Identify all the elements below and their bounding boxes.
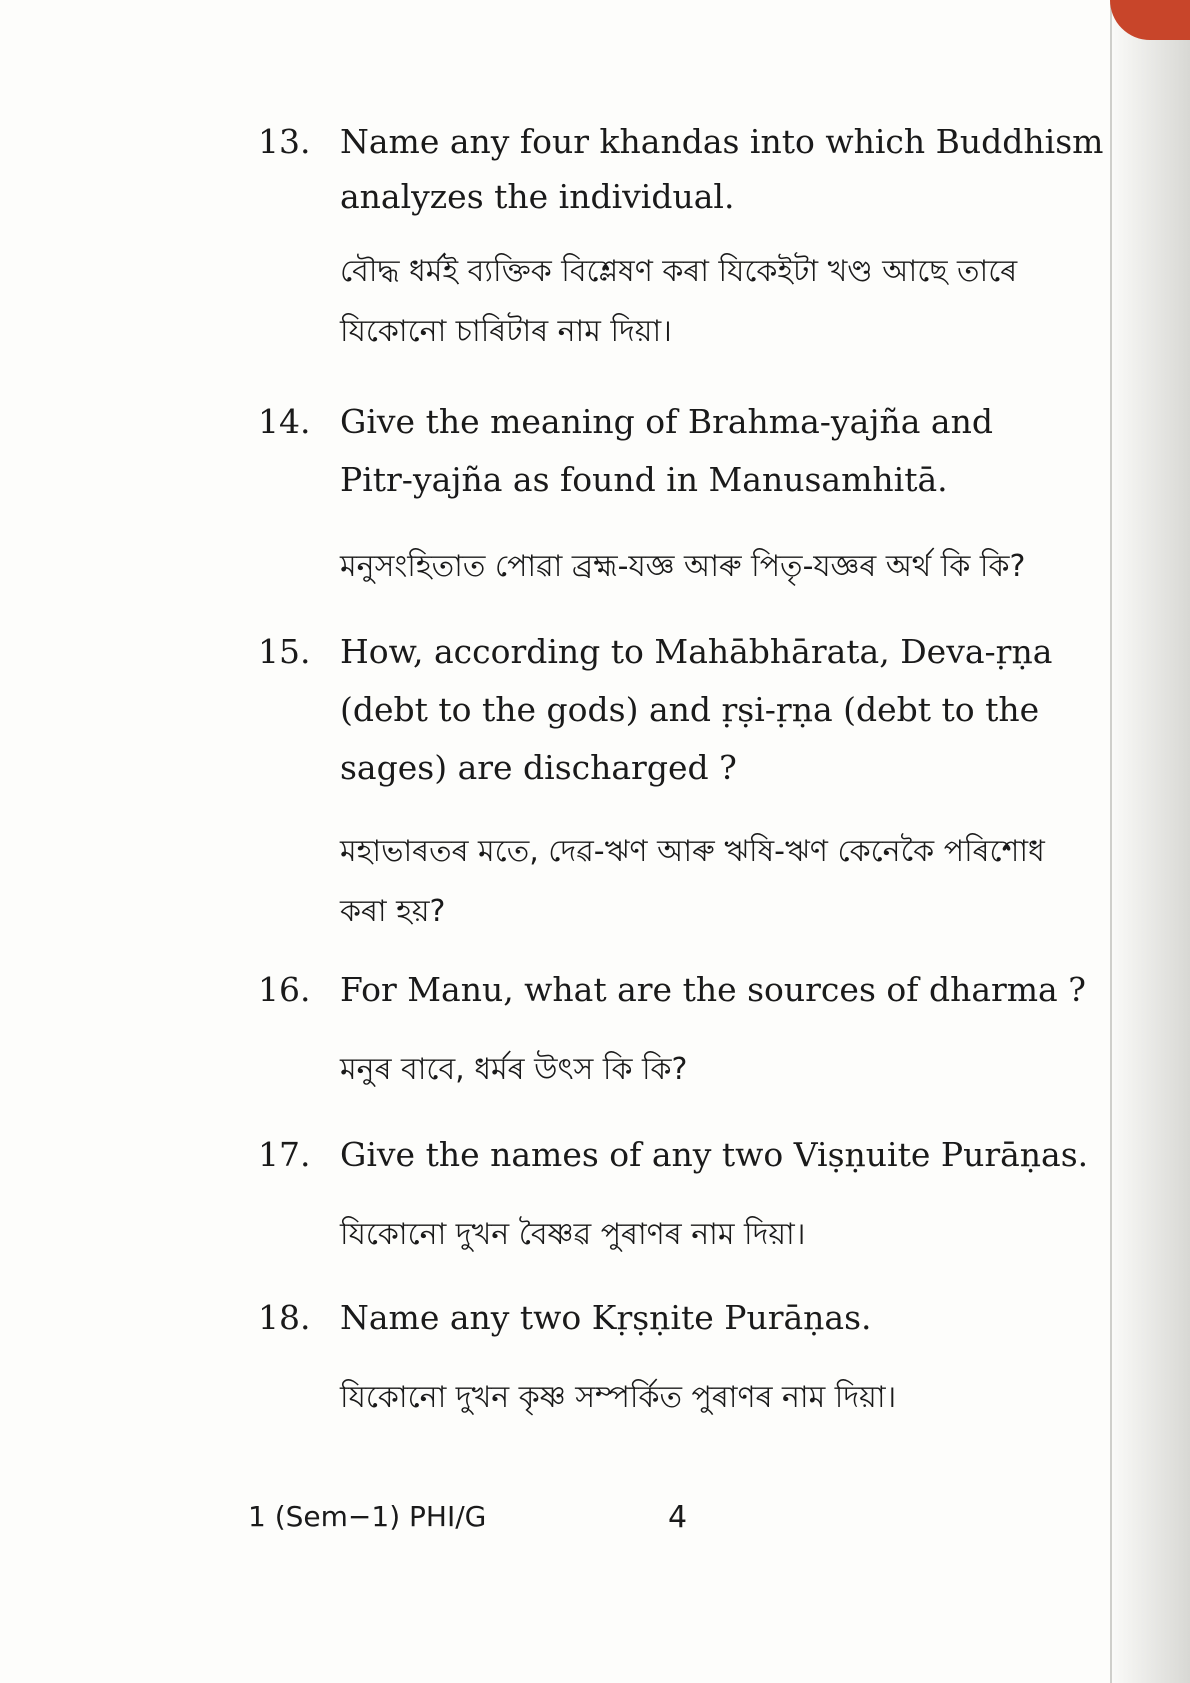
question-number: 13. — [258, 122, 311, 161]
question-text: Pitr-yajña as found in Manusamhitā. — [340, 460, 948, 499]
question-number: 18. — [258, 1298, 311, 1337]
question-number: 16. — [258, 970, 311, 1009]
question-text: Give the meaning of Brahma-yajña and — [340, 402, 993, 441]
page-number: 4 — [668, 1500, 688, 1535]
question-text: For Manu, what are the sources of dharma ? — [340, 970, 1086, 1009]
question-text-assamese: বৌদ্ধ ধৰ্মই ব্যক্তিক বিশ্লেষণ কৰা যিকেইটা খণ্ড আছে তাৰে — [340, 254, 1018, 289]
question-text-assamese: যিকোনো দুখন কৃষ্ণ সম্পৰ্কিত পুৰাণৰ নাম দিয়া। — [340, 1380, 897, 1415]
question-number: 14. — [258, 402, 311, 441]
paper-code: 1 (Sem−1) PHI/G — [248, 1500, 487, 1533]
question-text-assamese: মহাভাৰতৰ মতে, দেৱ-ঋণ আৰু ঋষি-ঋণ কেনেকৈ পৰিশোধ — [340, 834, 1045, 869]
question-text: sages) are discharged ? — [340, 748, 737, 787]
question-text: (debt to the gods) and ṛṣi-ṛṇa (debt to the — [340, 690, 1040, 729]
question-text: Name any two Kṛṣṇite Purāṇas. — [340, 1298, 872, 1337]
question-text: Name any four khandas into which Buddhism — [340, 122, 1104, 161]
page-edge — [1110, 0, 1190, 1683]
question-number: 17. — [258, 1135, 311, 1174]
question-number: 15. — [258, 632, 311, 671]
question-text-assamese: কৰা হয়? — [340, 894, 446, 929]
question-text-assamese: যিকোনো দুখন বৈষ্ণৱ পুৰাণৰ নাম দিয়া। — [340, 1217, 806, 1252]
question-text-assamese: যিকোনো চাৰিটাৰ নাম দিয়া। — [340, 314, 672, 349]
question-text: analyzes the individual. — [340, 177, 735, 216]
question-text: Give the names of any two Viṣṇuite Purāṇas. — [340, 1135, 1089, 1174]
question-text: How, according to Mahābhārata, Deva-ṛṇa — [340, 632, 1053, 671]
question-text-assamese: মনুসংহিতাত পোৱা ব্ৰহ্ম-যজ্ঞ আৰু পিতৃ-যজ্ঞৰ অৰ্থ কি কি? — [340, 549, 1026, 584]
question-text-assamese: মনুৰ বাবে, ধৰ্মৰ উৎস কি কি? — [340, 1052, 688, 1087]
